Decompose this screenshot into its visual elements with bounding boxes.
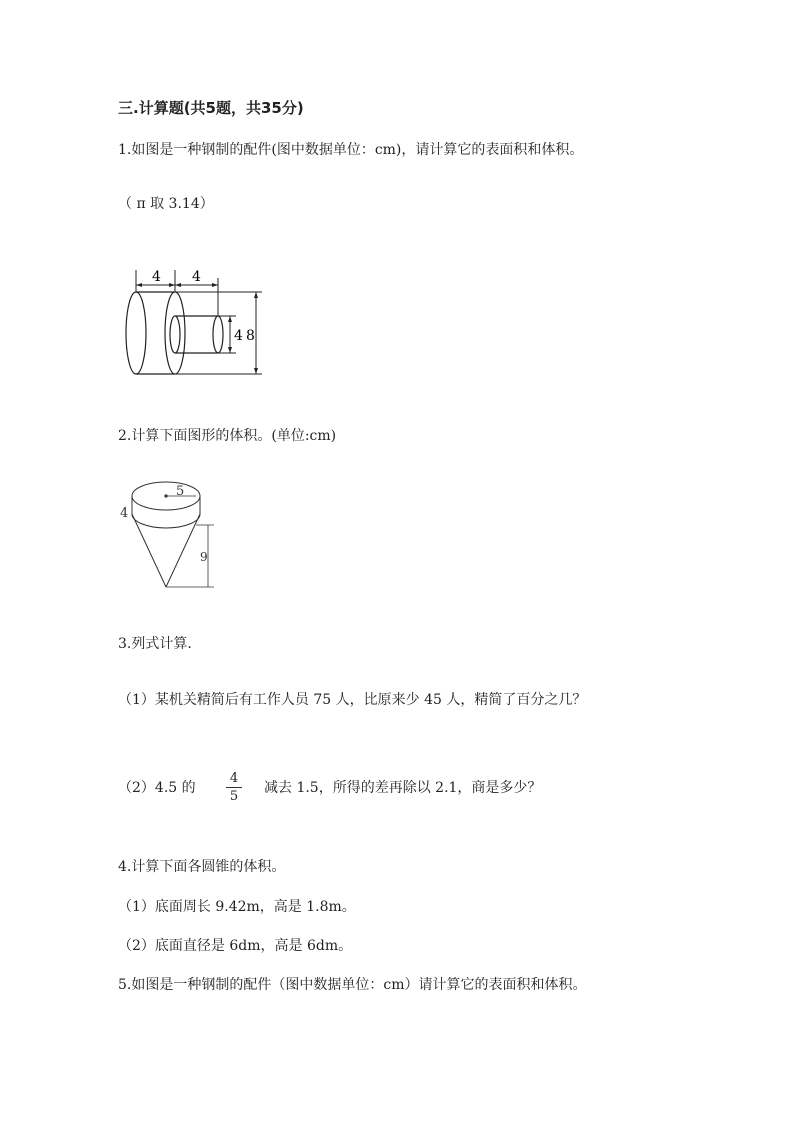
question-3-sub-2-before: （2）4.5 的	[118, 780, 196, 796]
question-3-sub-2-after: 减去 1.5，所得的差再除以 2.1，商是多少？	[264, 780, 542, 796]
section-title: 三.计算题(共5题，共35分)	[118, 99, 304, 117]
question-5-text: 5.如图是一种钢制的配件（图中数据单位：cm）请计算它的表面积和体积。	[118, 977, 587, 993]
question-4-sub-2: （2）底面直径是 6dm，高是 6dm。	[118, 938, 353, 954]
question-2-text: 2.计算下面图形的体积。(单位:cm)	[118, 428, 337, 444]
fraction-denominator: 5	[229, 789, 239, 804]
cone-height-label: 9	[200, 550, 208, 564]
cylinder-height-label: 4	[120, 506, 129, 521]
question-1-note: （ π 取 3.14）	[118, 196, 214, 212]
radius-label: 5	[176, 484, 185, 499]
question-1-figure	[118, 264, 268, 380]
question-1-text: 1.如图是一种钢制的配件(图中数据单位：cm)，请计算它的表面积和体积。	[118, 142, 584, 158]
fraction-numerator: 4	[229, 771, 239, 786]
question-3-sub-1: （1）某机关精简后有工作人员 75 人，比原来少 45 人，精简了百分之几？	[118, 692, 587, 708]
dim-top-left-label: 4	[152, 269, 161, 285]
dim-top-right-label: 4	[192, 269, 201, 285]
question-2-figure	[118, 474, 218, 592]
question-4-sub-1: （1）底面周长 9.42m，高是 1.8m。	[118, 899, 356, 915]
question-3-text: 3.列式计算.	[118, 636, 192, 652]
dim-outer-height-label: 8	[246, 328, 255, 344]
question-4-text: 4.计算下面各圆锥的体积。	[118, 859, 286, 875]
fraction-four-fifths	[226, 771, 242, 804]
dim-inner-height-label: 4	[234, 328, 243, 344]
fraction-bar	[226, 787, 242, 788]
